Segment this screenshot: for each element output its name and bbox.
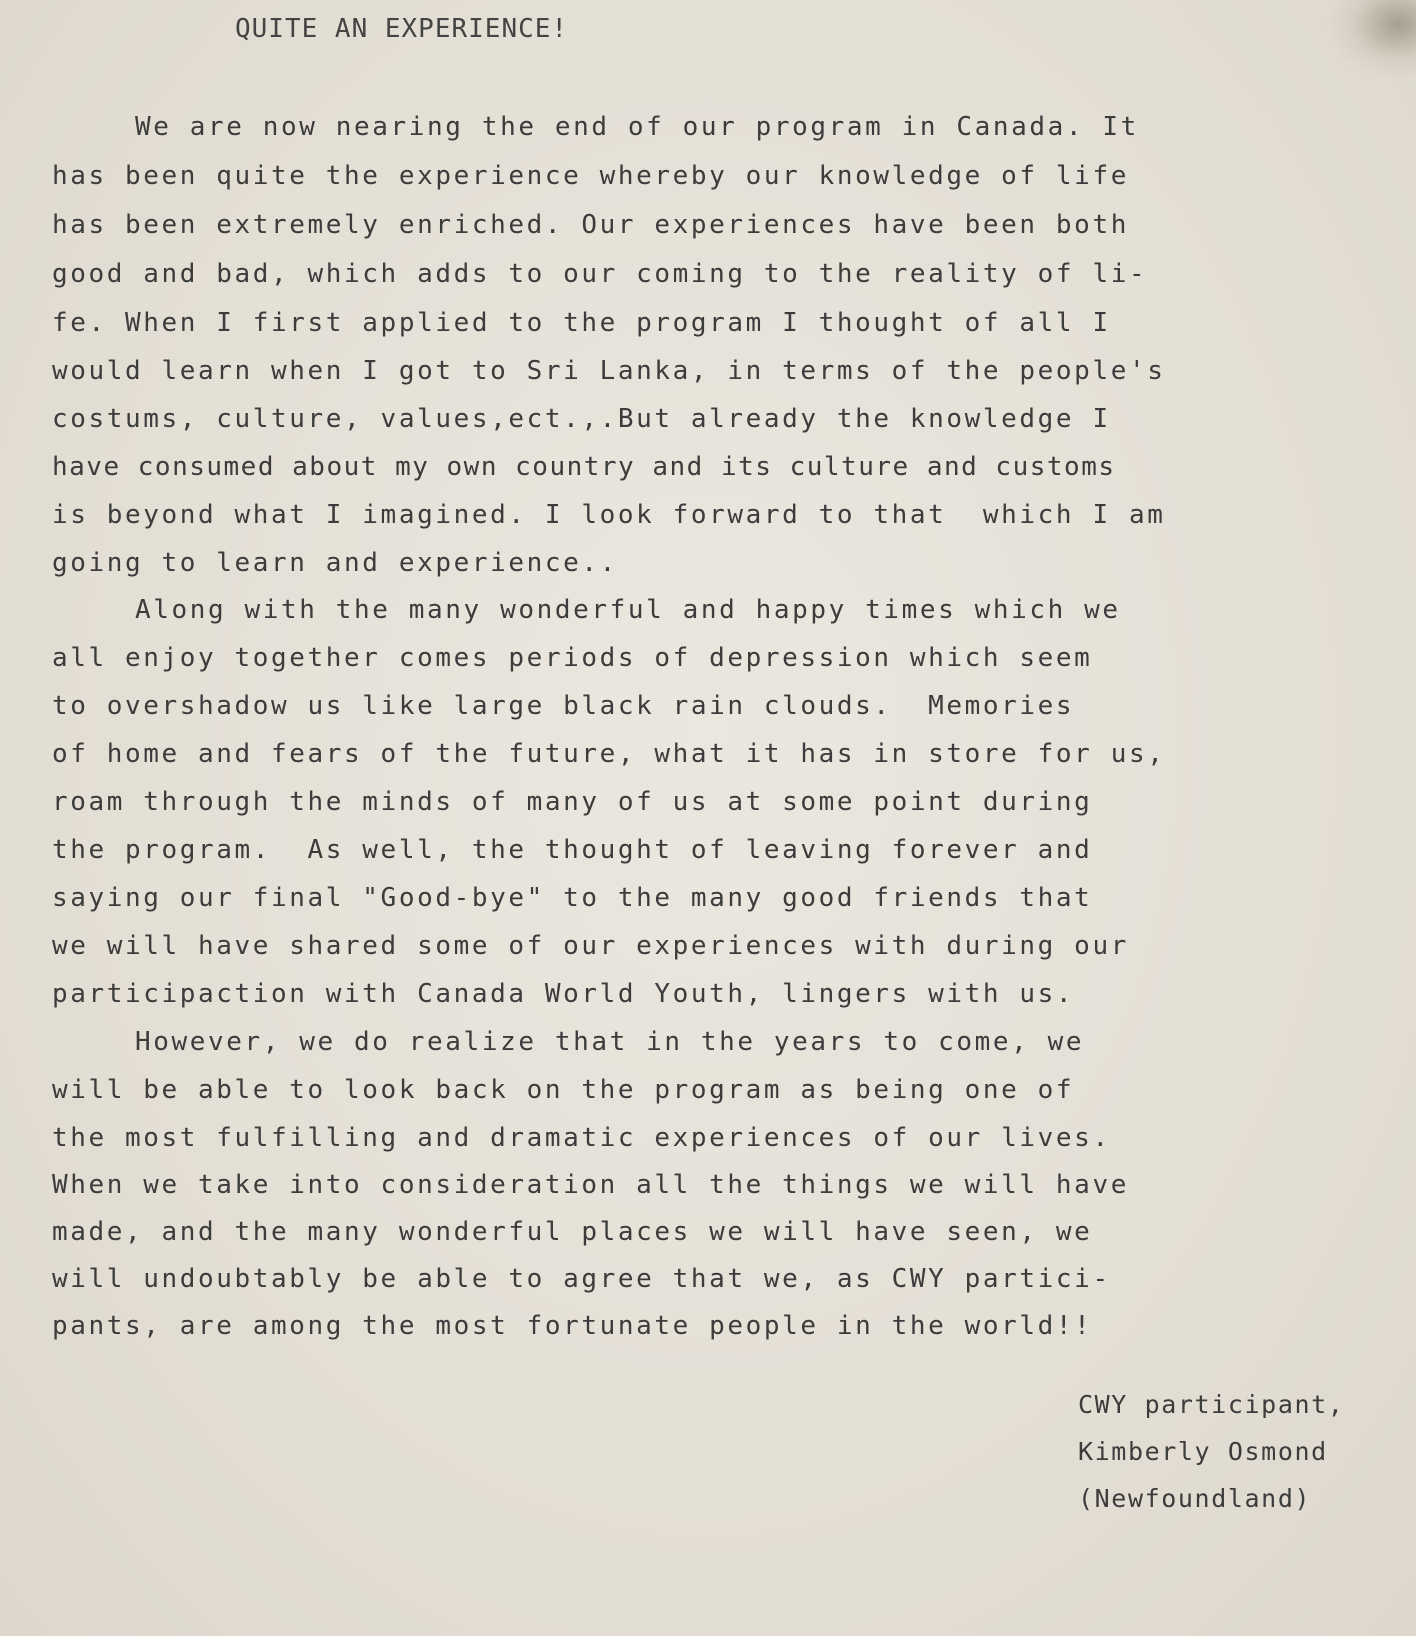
body-line: However, we do realize that in the years to come, we <box>135 1027 1085 1057</box>
body-line: participaction with Canada World Youth, lingers with us. <box>52 979 1075 1009</box>
body-line: is beyond what I imagined. I look forward to that which I am <box>52 500 1166 530</box>
body-line: saying our final "Good-bye" to the many good friends that <box>52 883 1093 913</box>
body-line: made, and the many wonderful places we will have seen, we <box>52 1217 1093 1247</box>
body-line: of home and fears of the future, what it has in store for us, <box>52 739 1166 769</box>
body-line: all enjoy together comes periods of depression which seem <box>52 643 1093 673</box>
body-line: to overshadow us like large black rain clouds. Memories <box>52 691 1075 721</box>
body-line: costums, culture, values,ect.,.But already the knowledge I <box>52 404 1111 434</box>
body-line: pants, are among the most fortunate people in the world!! <box>52 1311 1093 1341</box>
body-line: we will have shared some of our experiences with during our <box>52 931 1129 961</box>
signature-name: Kimberly Osmond <box>1078 1437 1328 1466</box>
body-line: has been extremely enriched. Our experiences have been both <box>52 210 1129 240</box>
body-line: When we take into consideration all the things we will have <box>52 1170 1129 1200</box>
document-title: QUITE AN EXPERIENCE! <box>235 14 569 44</box>
body-line: the program. As well, the thought of leaving forever and <box>52 835 1093 865</box>
body-line: fe. When I first applied to the program I thought of all I <box>52 308 1111 338</box>
signature-role: CWY participant, <box>1078 1390 1345 1419</box>
body-line: We are now nearing the end of our program in Canada. It <box>135 112 1139 142</box>
body-line: would learn when I got to Sri Lanka, in terms of the people's <box>52 356 1166 386</box>
body-line: Along with the many wonderful and happy times which we <box>135 595 1121 625</box>
body-line: good and bad, which adds to our coming to the reality of li- <box>52 259 1148 289</box>
body-line: has been quite the experience whereby our knowledge of life <box>52 161 1129 191</box>
body-line: the most fulfilling and dramatic experiences of our lives. <box>52 1123 1111 1153</box>
corner-smudge <box>1326 0 1416 80</box>
body-line: will be able to look back on the program as being one of <box>52 1075 1075 1105</box>
body-line: have consumed about my own country and its culture and customs <box>52 452 1116 482</box>
body-line: going to learn and experience.. <box>52 548 618 578</box>
signature-province: (Newfoundland) <box>1078 1484 1312 1513</box>
body-line: roam through the minds of many of us at some point during <box>52 787 1093 817</box>
body-line: will undoubtably be able to agree that we, as CWY partici- <box>52 1264 1111 1294</box>
